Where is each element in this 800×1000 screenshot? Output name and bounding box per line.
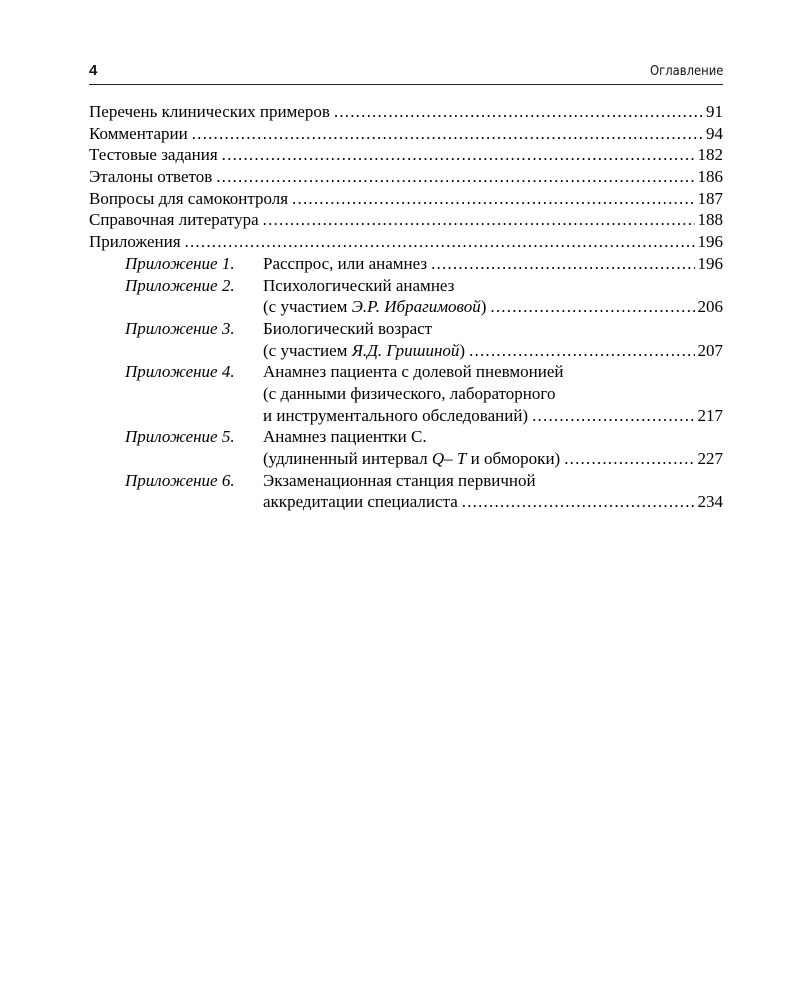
running-title: Оглавление: [649, 63, 723, 79]
appendix-page: 227: [697, 449, 723, 468]
appendix-title-continued: [263, 296, 486, 318]
appendix-title: Анамнез пациентки С.: [263, 427, 427, 447]
dot-leader: [532, 405, 694, 427]
appendix-label: Приложение 5.: [125, 427, 235, 447]
appendix-page: 196: [697, 253, 723, 273]
appendix-title-continued: и инструментального обследований): [263, 405, 529, 425]
dot-leader: [222, 144, 695, 166]
toc-entry-title: Приложения: [89, 232, 181, 252]
toc-entry-page: 196: [697, 232, 723, 252]
toc-entry[interactable]: [89, 188, 723, 210]
contributor-name: Я.Д. Гришиной: [351, 340, 460, 360]
toc-entry-page: 186: [697, 167, 723, 187]
toc-appendix-continuation[interactable]: [89, 296, 723, 318]
dot-leader: [564, 448, 694, 470]
page-header: [89, 60, 723, 85]
appendix-title: Анамнез пациента с долевой пневмонией: [263, 362, 564, 382]
appendix-title-continued: [263, 448, 560, 470]
dot-leader: [469, 340, 694, 362]
toc-entry[interactable]: [89, 123, 723, 145]
toc-entry[interactable]: [89, 209, 723, 231]
toc-entry[interactable]: [89, 101, 723, 123]
dot-leader: [462, 491, 695, 513]
toc-entry-title: Тестовые задания: [89, 145, 218, 165]
toc-entry-title: Комментарии: [89, 123, 188, 143]
appendix-label: Приложение 1.: [125, 253, 235, 273]
toc-entry-page: 187: [697, 188, 723, 208]
text-fragment: –: [444, 449, 457, 468]
toc-appendix-entry[interactable]: [89, 253, 723, 275]
text-fragment: (с участием: [263, 340, 352, 360]
toc-appendix-continuation[interactable]: [89, 340, 723, 362]
text-fragment: (удлиненный интервал: [263, 449, 432, 468]
appendix-title-continued: (с данными физического, лабораторного: [263, 383, 556, 403]
appendix-page: 207: [697, 340, 723, 360]
table-of-contents: [89, 101, 723, 513]
appendix-label: Приложение 2.: [125, 275, 235, 295]
dot-leader: [431, 253, 694, 275]
appendix-label: Приложение 3.: [125, 318, 235, 338]
toc-entry-title: Справочная литература: [89, 210, 259, 230]
toc-appendix-continuation[interactable]: [89, 383, 723, 405]
appendix-page: 206: [697, 297, 723, 317]
appendix-title-continued: [263, 340, 465, 362]
toc-entry[interactable]: [89, 166, 723, 188]
appendix-title: Экзаменационная станция первичной: [263, 470, 536, 490]
toc-appendix-continuation[interactable]: [89, 491, 723, 513]
toc-entry-page: 94: [706, 123, 723, 143]
text-fragment: ): [459, 340, 466, 360]
contributor-name: Э.Р. Ибрагимовой: [351, 297, 481, 317]
appendix-page: 217: [697, 405, 723, 425]
toc-entry[interactable]: [89, 144, 723, 166]
appendix-label: Приложение 6.: [125, 470, 235, 490]
appendix-label: Приложение 4.: [125, 362, 235, 382]
toc-appendix-entry[interactable]: [89, 275, 723, 297]
appendix-title-continued: аккредитации специалиста: [263, 492, 458, 512]
toc-appendix-entry[interactable]: [89, 318, 723, 340]
page-number: 4: [89, 62, 98, 79]
interval-t: T: [456, 449, 467, 468]
toc-appendix-continuation[interactable]: [89, 405, 723, 427]
appendix-page: 234: [697, 492, 723, 512]
toc-appendix-entry[interactable]: [89, 470, 723, 492]
dot-leader: [263, 209, 695, 231]
dot-leader: [334, 101, 703, 123]
dot-leader: [185, 231, 695, 253]
appendix-title: Расспрос, или анамнез: [263, 253, 428, 273]
appendix-title: Биологический возраст: [263, 318, 433, 338]
text-fragment: и обмороки): [466, 449, 561, 468]
toc-entry-title: Эталоны ответов: [89, 167, 213, 187]
toc-entry-title: Вопросы для самоконтроля: [89, 188, 289, 208]
toc-entry-page: 91: [706, 102, 723, 121]
text-fragment: ): [480, 297, 487, 317]
dot-leader: [216, 166, 694, 188]
toc-appendix-entry[interactable]: [89, 361, 723, 383]
toc-entry-title: Перечень клинических примеров: [89, 102, 330, 121]
text-fragment: (с участием: [263, 297, 352, 317]
toc-appendix-entry[interactable]: [89, 426, 723, 448]
dot-leader: [490, 296, 694, 318]
toc-appendix-continuation[interactable]: [89, 448, 723, 470]
appendix-title: Психологический анамнез: [263, 275, 455, 295]
interval-q: Q: [431, 449, 445, 468]
toc-entry[interactable]: [89, 231, 723, 253]
dot-leader: [192, 123, 703, 145]
dot-leader: [292, 188, 694, 210]
toc-entry-page: 182: [697, 145, 723, 165]
toc-entry-page: 188: [697, 210, 723, 230]
